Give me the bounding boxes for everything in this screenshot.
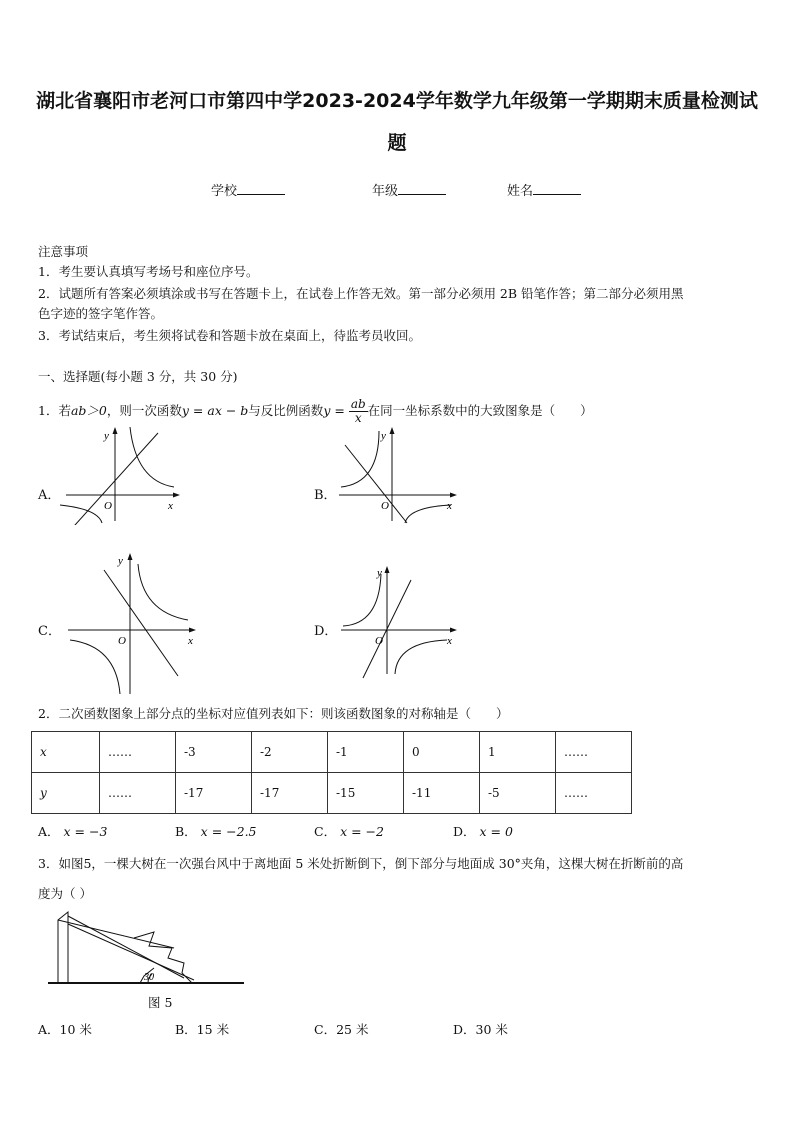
table-cell: -11 [404,773,480,814]
origin-label: O [381,500,389,512]
q3-option-c[interactable]: C．25 米 [314,1022,369,1037]
origin-label: O [375,635,383,647]
table-cell: …… [100,773,176,814]
table-cell: x [32,732,100,773]
q1-option-b-label: B． [314,488,337,503]
school-blank [237,182,285,195]
q1-prefix: 1．若 [38,403,71,418]
origin-label: O [104,500,112,512]
q3-option-d[interactable]: D．30 米 [453,1022,508,1037]
linear-graph [66,433,158,525]
table-cell: -17 [252,773,328,814]
q1-graph-a[interactable] [58,425,188,525]
table-cell: -1 [328,732,404,773]
option-value: x = −2 [340,824,384,839]
fraction-numerator: ab [350,397,366,411]
q1-option-a-label: A． [38,488,61,503]
grade-field [372,180,446,199]
option-letter: A． [38,824,60,839]
q1-fraction [349,398,368,425]
note-item: 3．考试结束后，考生须将试卷和答题卡放在桌面上，待监考员收回。 [38,328,421,343]
option-letter: D． [453,824,476,839]
table-cell: -3 [176,732,252,773]
q1-condition: ab＞0 [70,403,107,418]
origin-label: O [118,635,126,647]
option-value: x = −2.5 [200,824,257,839]
note-item: 2．试题所有答案必须填涂或书写在答题卡上，在试卷上作答无效。第一部分必须用 2B 铅笔作答；第二部分必须用黑 [38,286,684,301]
question-3: 3．如图5，一棵大树在一次强台风中于离地面 5 米处折断倒下，倒下部分与地面成 30°夹角，这棵大树在折断前的高 [38,856,684,871]
q2-value-table [31,731,632,814]
x-label: x [447,635,452,647]
table-row [32,773,632,814]
option-letter: B． [175,824,197,839]
school-field [211,180,285,199]
q2-option-a[interactable] [38,822,107,842]
q2-option-d[interactable] [453,822,513,842]
q2-option-c[interactable] [314,822,384,842]
grade-label: 年级 [372,184,399,199]
q3-option-a[interactable]: A．10 米 [38,1022,92,1037]
y-label: y [118,555,123,567]
hyperbola-branch [138,564,188,620]
q2-option-b[interactable] [175,822,257,842]
q1-graph-b[interactable] [335,425,465,525]
note-item: 1．考生要认真填写考场号和座位序号。 [38,264,259,279]
y-label: y [381,430,386,442]
q1-linear-function: y = ax − b [181,403,249,418]
hyperbola-branch [395,640,447,674]
table-cell: y [32,773,100,814]
hyperbola-branch [341,431,379,487]
hyperbola-branch [60,505,102,523]
option-value: x = 0 [479,824,513,839]
name-field [507,180,581,199]
page-title: 湖北省襄阳市老河口市第四中学2023-2024学年数学九年级第一学期期末质量检测试 [36,90,758,112]
table-row [32,732,632,773]
x-label: x [188,635,193,647]
figure-caption: 图 5 [148,995,173,1010]
notes-heading: 注意事项 [38,244,89,259]
question-2: 2．二次函数图象上部分点的坐标对应值列表如下：则该函数图象的对称轴是（ ） [38,706,509,721]
y-label: y [377,567,382,579]
table-cell: …… [556,732,632,773]
table-cell: 1 [480,732,556,773]
question-1 [38,398,593,425]
table-cell: -2 [252,732,328,773]
option-letter: C． [314,824,337,839]
x-label: x [168,500,173,512]
angle-label: 30 [144,972,154,983]
school-label: 学校 [211,184,238,199]
q1-text: ，则一次函数 [106,403,182,418]
q1-text: 与反比例函数 [248,403,324,418]
q1-reciprocal-lhs: y = [323,403,345,418]
hyperbola-branch [343,574,381,626]
table-cell: …… [556,773,632,814]
page-title-continued: 题 [387,132,407,154]
grade-blank [398,182,446,195]
note-item: 色字迹的签字笔作答。 [38,306,164,321]
fraction-denominator: x [354,411,362,425]
fallen-part [68,924,194,980]
x-label: x [447,500,452,512]
table-cell: -17 [176,773,252,814]
question-3-continued: 度为（ ） [38,886,92,901]
name-blank [533,182,581,195]
table-cell: 0 [404,732,480,773]
q3-figure-tree [44,908,249,990]
q1-graph-c[interactable] [58,548,208,696]
name-label: 姓名 [507,184,534,199]
table-cell: …… [100,732,176,773]
y-label: y [104,430,109,442]
table-cell: -5 [480,773,556,814]
q1-option-c-label: C． [38,624,61,639]
hyperbola-branch [405,505,451,523]
q1-text: 在同一坐标系数中的大致图象是（ ） [367,403,593,418]
table-cell: -15 [328,773,404,814]
fallen-part [68,916,184,978]
q3-option-b[interactable]: B．15 米 [175,1022,230,1037]
hyperbola-branch [70,640,120,694]
q1-graph-d[interactable] [335,560,465,680]
fallen-part [58,920,174,948]
linear-graph [104,570,178,676]
section-heading: 一、选择题(每小题 3 分，共 30 分) [38,369,238,384]
tree-trunk [58,912,68,983]
option-value: x = −3 [63,824,108,839]
q1-option-d-label: D． [314,624,338,639]
